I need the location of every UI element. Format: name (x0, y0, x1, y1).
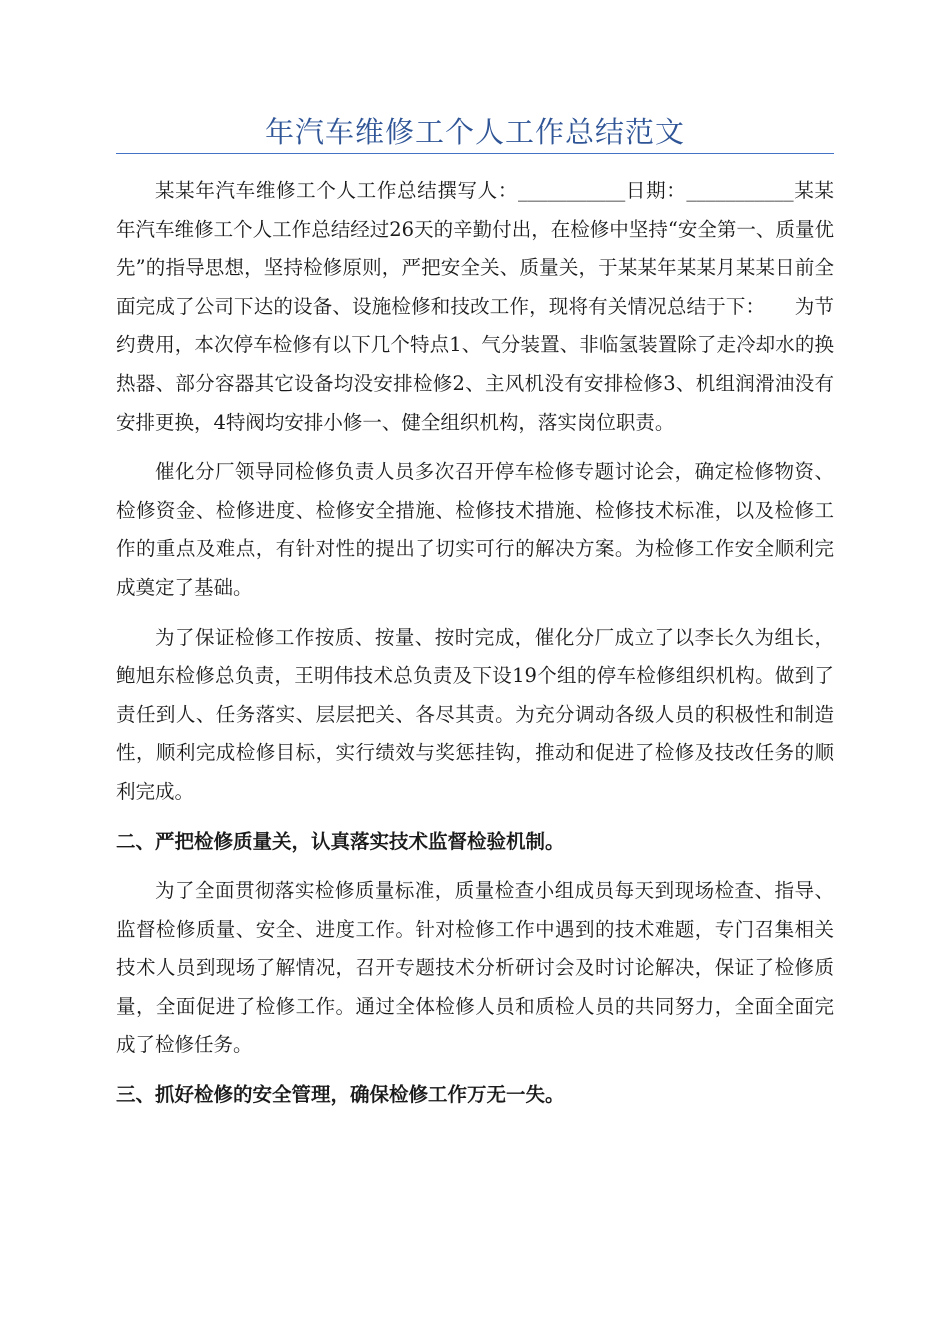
title-underline (116, 153, 834, 154)
document-body (116, 172, 834, 1126)
document-title: 年汽车维修工个人工作总结范文 (264, 115, 685, 149)
paragraph-2: 催化分厂领导同检修负责人员多次召开停车检修专题讨论会，确定检修物资、检修资金、检修进度、检修安全措施、检修技术措施、检修技术标准，以及检修工作的重点及难点，有针对性的提出了切实可行的解决方案。为检修工作安全顺利完成奠定了基础。 (116, 460, 834, 599)
paragraph-3: 为了保证检修工作按质、按量、按时完成，催化分厂成立了以李长久为组长，鲍旭东检修总负责，王明伟技术总负责及下设19个组的停车检修组织机构。做到了责任到人、任务落实、层层把关、各尽其责。为充分调动各级人员的积极性和制造性，顺利完成检修目标，实行绩效与奖惩挂钩，推动和促进了检修及技改任务的顺利完成。 (116, 625, 834, 803)
paragraph-4: 为了全面贯彻落实检修质量标准，质量检查小组成员每天到现场检查、指导、监督检修质量、安全、进度工作。针对检修工作中遇到的技术难题，专门召集相关技术人员到现场了解情况，召开专题技术分析研讨会及时讨论解决，保证了检修质量，全面促进了检修工作。通过全体检修人员和质检人员的共同努力，全面全面完成了检修任务。 (116, 879, 834, 1057)
paragraph-1: 某某年汽车维修工个人工作总结撰写人：___________日期：___________某某年汽车维修工个人工作总结经过26天的辛勤付出，在检修中坚持“安全第一、质量优先”的指导思想，坚持检修原则，严把安全关、质量关，于某某年某某月某某日前全面完成了公司下达的设备、设施检修和技改工作，现将有关情况总结于下： 为节约费用，本次停车检修有以下几个特点1、气分装置、非临氢装置除了走冷却水的换热器、部分容器其它设备均没安排检修2、主风机没有安排检修3、机组润滑油没有安排更换，4特阀均安排小修一、健全组织机构，落实岗位职责。 (116, 179, 834, 434)
section-heading-2: 二、严把检修质量关，认真落实技术监督检验机制。 (116, 829, 565, 853)
section-heading-3: 三、抓好检修的安全管理，确保检修工作万无一失。 (116, 1083, 565, 1107)
